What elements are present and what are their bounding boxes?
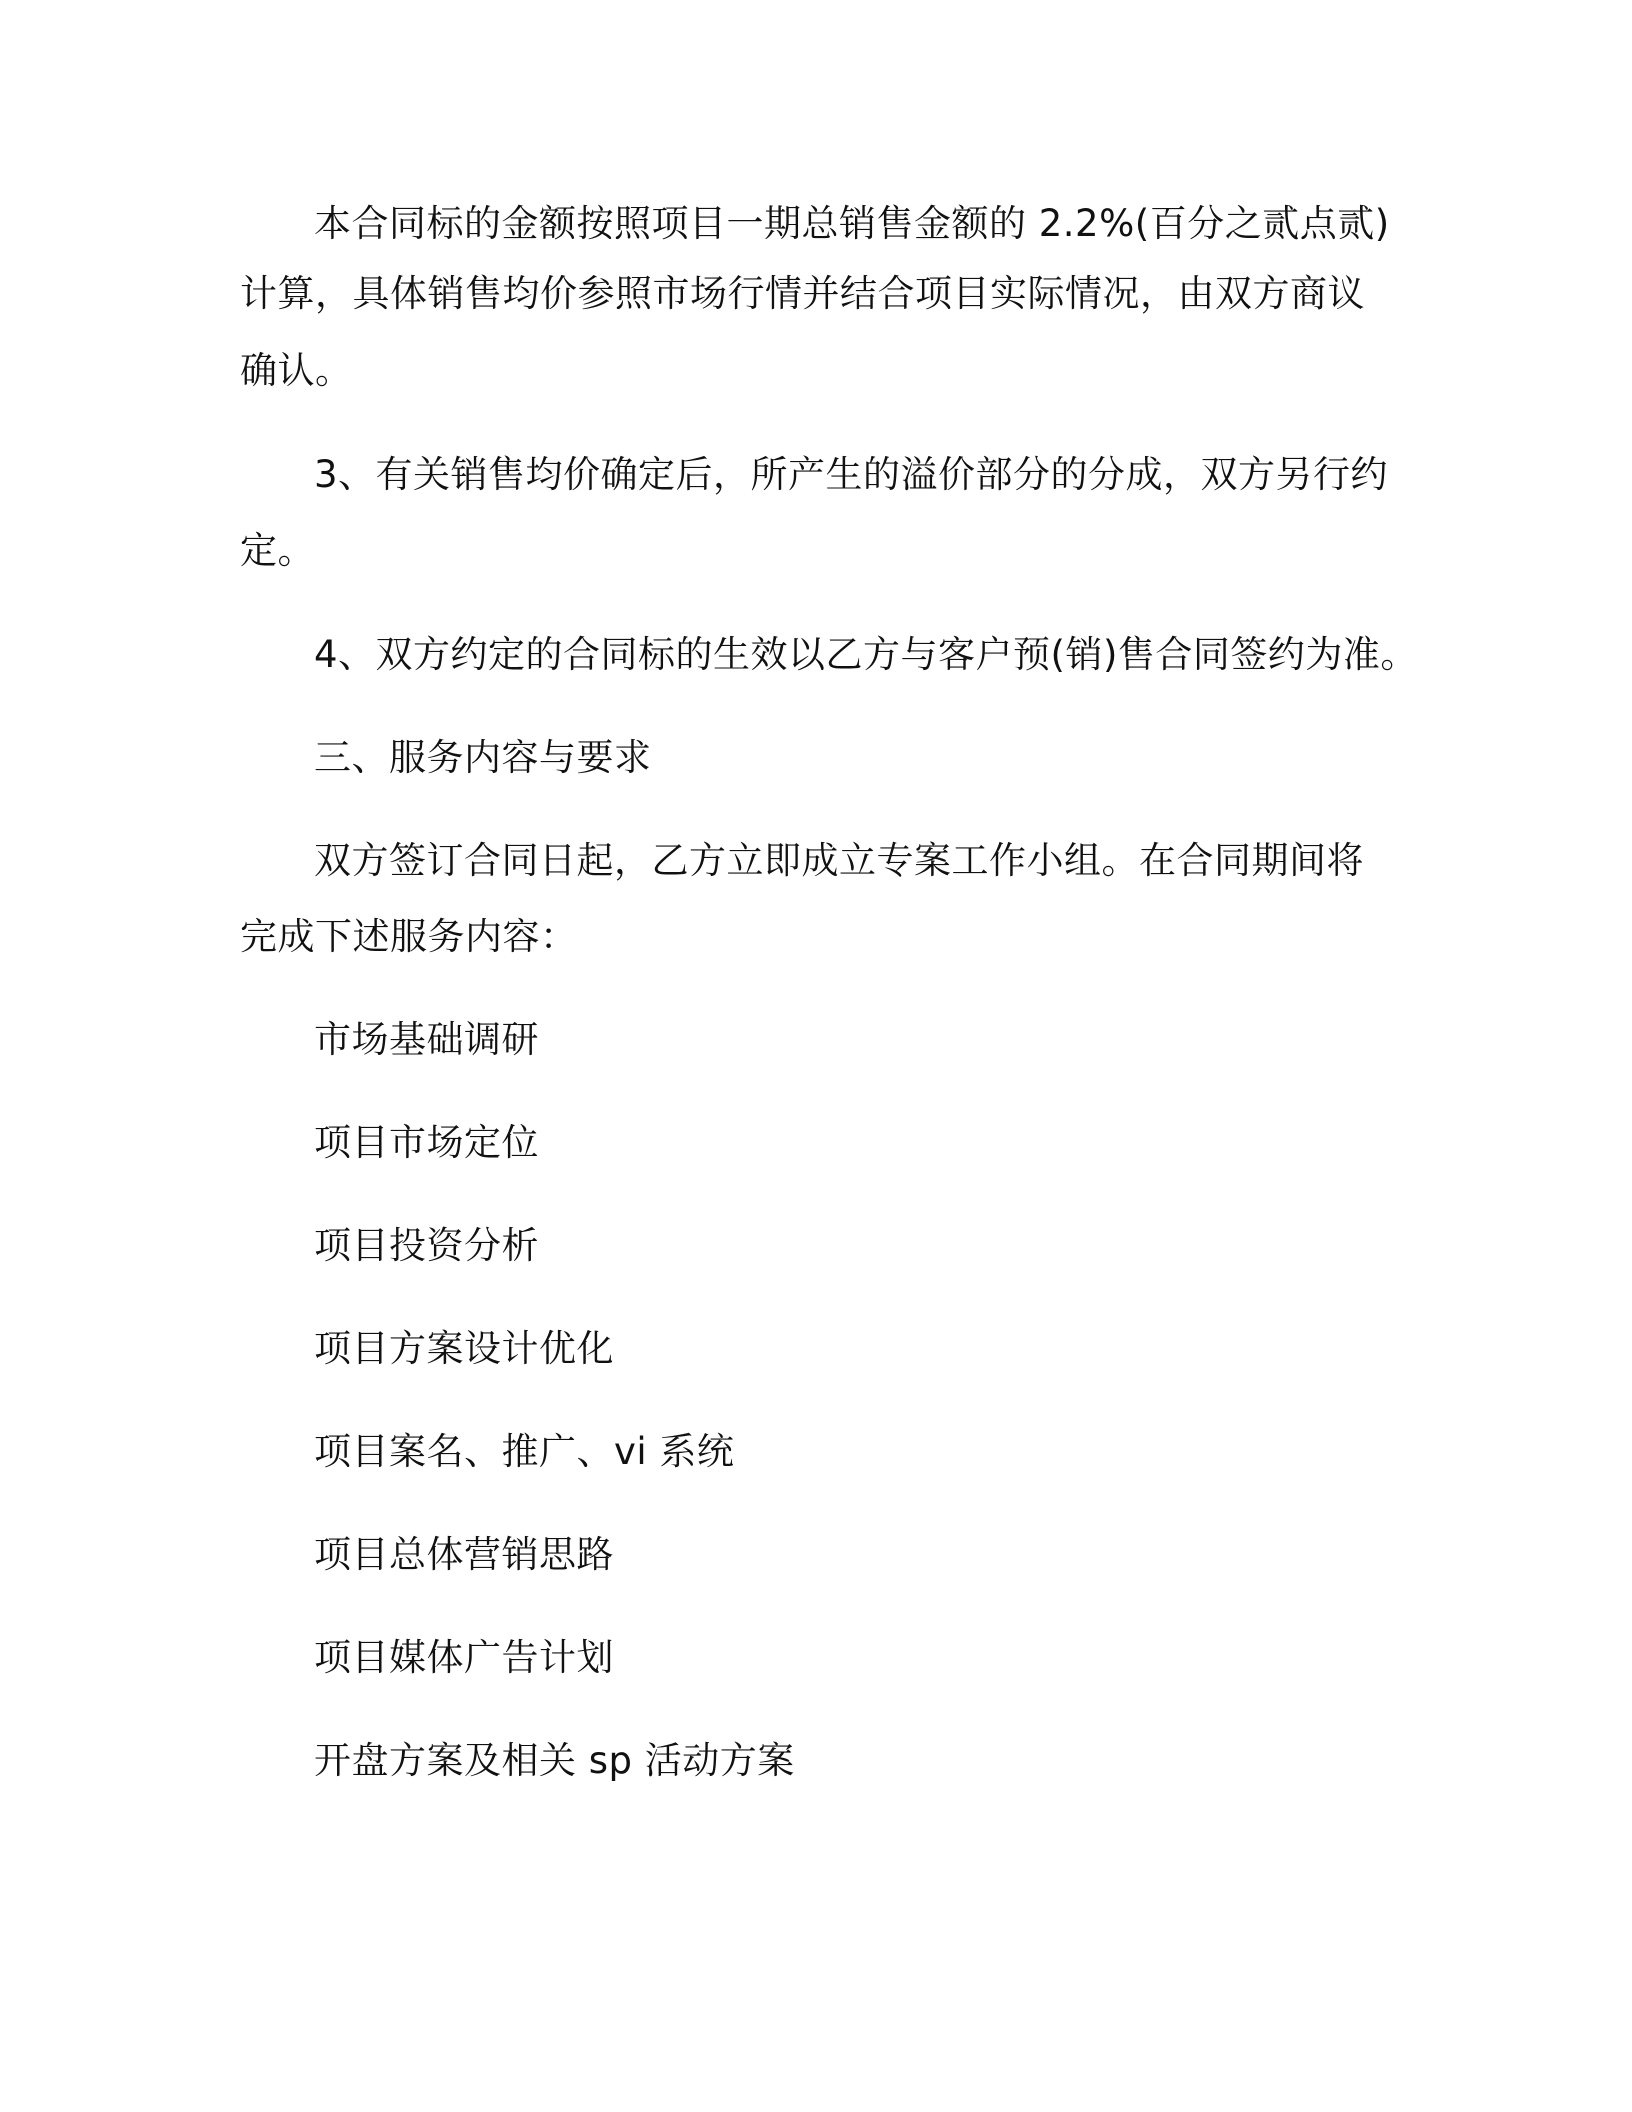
paragraph-line: 4、双方约定的合同标的生效以乙方与客户预(销)售合同签约为准。 [314, 633, 1418, 676]
paragraph-line: 确认。 [240, 349, 353, 392]
paragraph-line: 完成下述服务内容： [240, 915, 578, 958]
service-item: 项目投资分析 [314, 1224, 539, 1267]
paragraph-line: 双方签订合同日起，乙方立即成立专案工作小组。在合同期间将 [314, 839, 1364, 882]
paragraph-line: 3、有关销售均价确定后，所产生的溢价部分的分成，双方另行约 [314, 453, 1389, 496]
paragraph-line: 定。 [240, 529, 315, 572]
paragraph-line: 计算，具体销售均价参照市场行情并结合项目实际情况，由双方商议 [240, 272, 1365, 315]
service-item: 项目媒体广告计划 [314, 1636, 614, 1679]
service-item: 开盘方案及相关 sp 活动方案 [314, 1739, 795, 1782]
service-item: 市场基础调研 [314, 1018, 539, 1061]
section-heading: 三、服务内容与要求 [314, 736, 652, 779]
paragraph-line: 本合同标的金额按照项目一期总销售金额的 2.2%(百分之贰点贰) [314, 202, 1390, 245]
service-item: 项目方案设计优化 [314, 1327, 614, 1370]
service-item: 项目案名、推广、vi 系统 [314, 1430, 735, 1473]
service-item: 项目市场定位 [314, 1121, 539, 1164]
service-item: 项目总体营销思路 [314, 1533, 614, 1576]
